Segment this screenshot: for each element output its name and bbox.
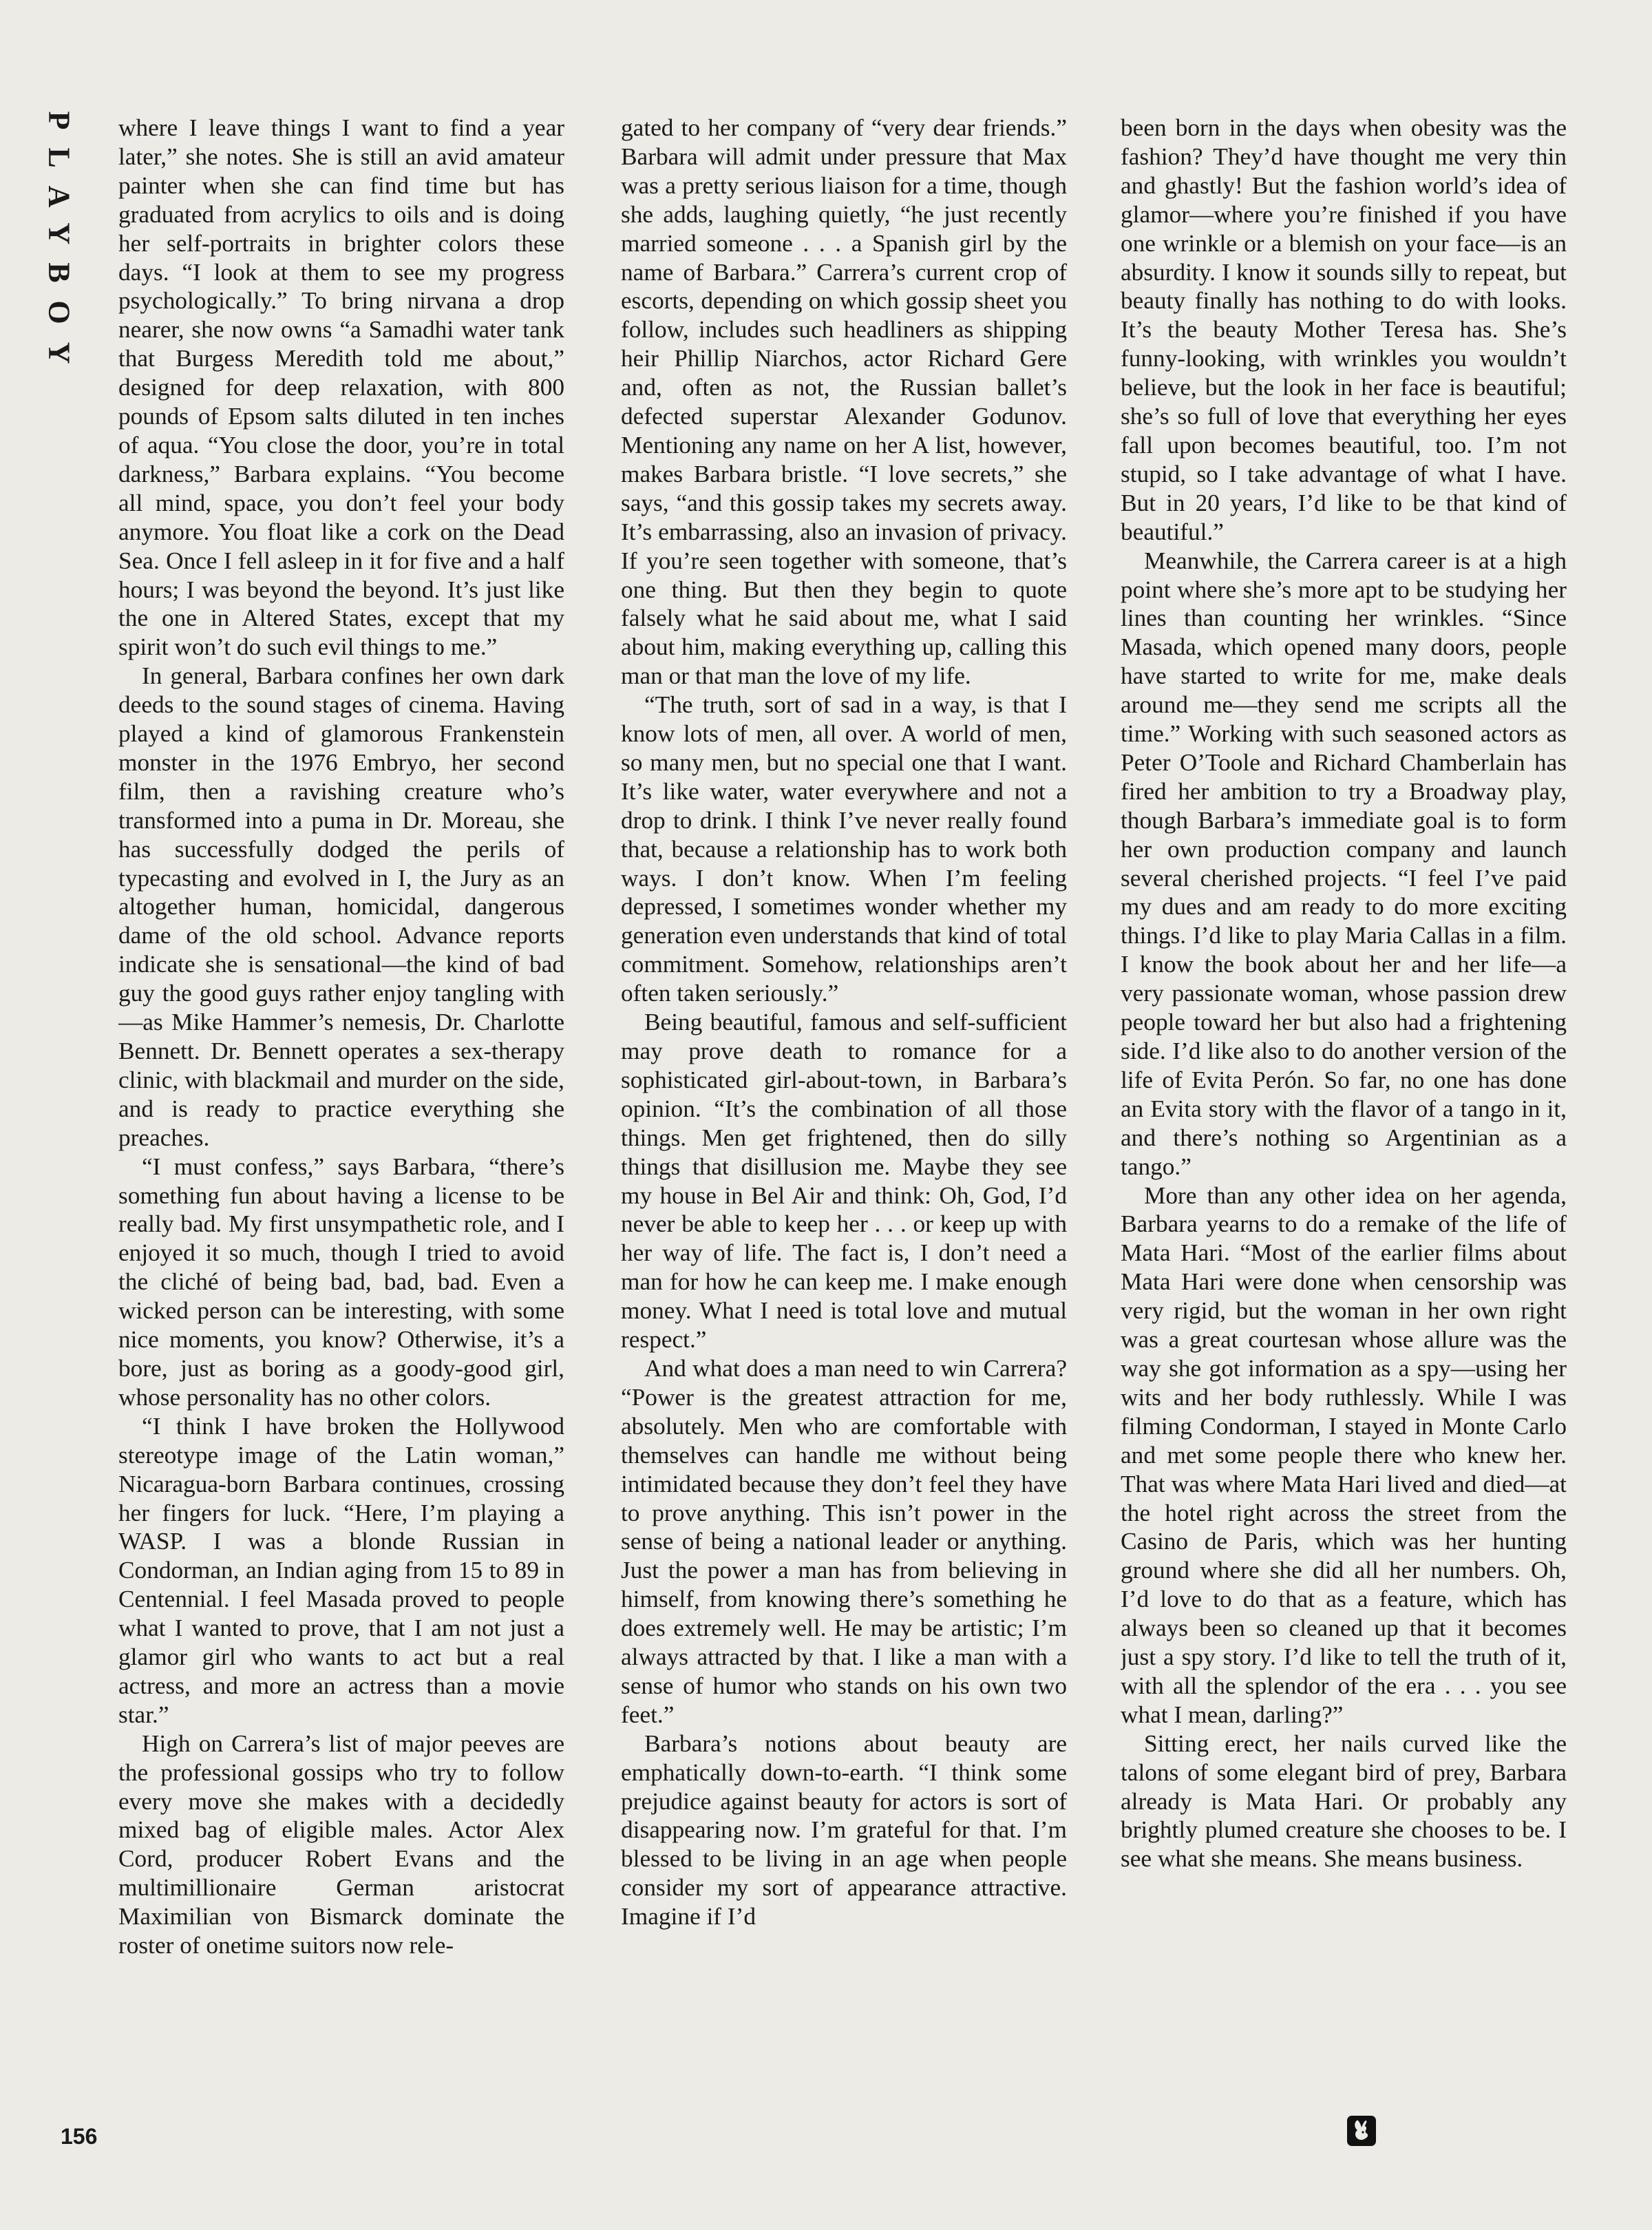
article-paragraph: “The truth, sort of sad in a way, is that I know lots of men, all over. A world of men, so many men, but no special one that I want. It’s like water, water everywhere and not a drop to drink. I think I’ve never really found that, because a relationship has to work both ways. I don’t know. When I’m feeling depressed, I sometimes wonder whether my generation even understands that kind of total commitment. Somehow, relationships aren’t often taken seriously.” — [621, 691, 1067, 1007]
article-column-1 — [118, 114, 564, 2162]
article-paragraph: And what does a man need to win Carrera? “Power is the greatest attraction for me, absolutely. Men who are comfortable with themselves can handle me without being intimidated because they don’t feel they have to prove anything. This isn’t power in the sense of being a national leader or anything. Just the power a man has from believing in himself, from knowing there’s something he does extremely well. He may be artistic; I’m always attracted by that. I like a man with a sense of humor who stands on his own two feet.” — [621, 1354, 1067, 1728]
article-paragraph: “I must confess,” says Barbara, “there’s something fun about having a license to be really bad. My first unsympathetic role, and I enjoyed it so much, though I tried to avoid the cliché of being bad, bad, bad. Even a wicked person can be interesting, with some nice moments, you know? Otherwise, it’s a bore, just as boring as a goody-good girl, whose personality has no other colors. — [118, 1153, 564, 1411]
rabbit-head-icon — [1346, 2115, 1377, 2147]
page-number: 156 — [61, 2124, 98, 2149]
article-paragraph: Meanwhile, the Carrera career is at a high point where she’s more apt to be studying her lines than counting her wrinkles. “Since Masada, which opened many doors, people have started to write for me, make deals around me—they send me scripts all the time.” Working with such seasoned actors as Peter O’Toole and Richard Chamberlain has fired her ambition to try a Broadway play, though Barbara’s immediate goal is to form her own production company and launch several cherished projects. “I feel I’ve paid my dues and am ready to do more exciting things. I’d like to play Maria Callas in a film. I know the book about her and her life—a very passionate woman, whose passion drew people toward her but also had a frightening side. I’d like also to do another version of the life of Evita Perón. So far, no one has done an Evita story with the flavor of a tango in it, and there’s nothing so Argentinian as a tango.” — [1121, 547, 1567, 1180]
article-paragraph: Barbara’s notions about beauty are emphatically down-to-earth. “I think some prejudice against beauty for actors is sort of disappearing now. I’m grateful for that. I’m blessed to be living in an age when people consider my sort of appearance attractive. Imagine if I’d — [621, 1729, 1067, 1931]
article-paragraph: Sitting erect, her nails curved like the talons of some elegant bird of prey, Barbara already is Mata Hari. Or probably any brightly plumed creature she chooses to be. I see what she means. She means business. — [1121, 1729, 1567, 1873]
article-paragraph: High on Carrera’s list of major peeves are the professional gossips who try to follow every move she makes with a decidedly mixed bag of eligible males. Actor Alex Cord, producer Robert Evans and the multimillionaire German aristocrat Maximilian von Bismarck dominate the roster of onetime suitors now rele- — [118, 1729, 564, 1959]
article-column-3 — [1121, 114, 1567, 2162]
article-paragraph: where I leave things I want to find a year later,” she notes. She is still an avid amateur painter when she can find time but has graduated from acrylics to oils and is doing her self-portraits in brighter colors these days. “I look at them to see my progress psychologically.” To bring nirvana a drop nearer, she now owns “a Samadhi water tank that Burgess Meredith told me about,” designed for deep relaxation, with 800 pounds of Epsom salts diluted in ten inches of aqua. “You close the door, you’re in total darkness,” Barbara explains. “You become all mind, space, you don’t feel your body anymore. You float like a cork on the Dead Sea. Once I fell asleep in it for five and a half hours; I was beyond the beyond. It’s just like the one in Altered States, except that my spirit won’t do such evil things to me.” — [118, 114, 564, 661]
article-paragraph: Being beautiful, famous and self-sufficient may prove death to romance for a sophisticated girl-about-town, in Barbara’s opinion. “It’s the combination of all those things. Men get frightened, then do silly things that disillusion me. Maybe they see my house in Bel Air and think: Oh, God, I’d never be able to keep her . . . or keep up with her way of life. The fact is, I don’t need a man for how he can keep me. I make enough money. What I need is total love and mutual respect.” — [621, 1009, 1067, 1354]
article-paragraph: gated to her company of “very dear friends.” Barbara will admit under pressure that Max was a pretty serious liaison for a time, though she adds, laughing quietly, “he just recently married someone . . . a Spanish girl by the name of Barbara.” Carrera’s current crop of escorts, depending on which gossip sheet you follow, includes such headliners as shipping heir Phillip Niarchos, actor Richard Gere and, often as not, the Russian ballet’s defected superstar Alexander Godunov. Mentioning any name on her A list, however, makes Barbara bristle. “I love secrets,” she says, “and this gossip takes my secrets away. It’s embarrassing, also an invasion of privacy. If you’re seen together with someone, that’s one thing. But then they begin to quote falsely what he said about me, what I said about him, making everything up, calling this man or that man the love of my life. — [621, 114, 1067, 690]
article-paragraph: “I think I have broken the Hollywood stereotype image of the Latin woman,” Nicaragua-born Barbara continues, crossing her fingers for luck. “Here, I’m playing a WASP. I was a blonde Russian in Condorman, an Indian aging from 15 to 89 in Centennial. I feel Masada proved to people what I wanted to prove, that I am not just a glamor girl who wants to act but a real actress, and more an actress than a movie star.” — [118, 1412, 564, 1728]
article-paragraph: More than any other idea on her agenda, Barbara yearns to do a remake of the life of Mata Hari. “Most of the earlier films about Mata Hari were done when censorship was very rigid, but the woman in her own right was a great courtesan whose allure was the way she got information as a spy—using her wits and her body ruthlessly. While I was filming Condorman, I stayed in Monte Carlo and met some people there who knew her. That was where Mata Hari lived and died—at the hotel right across the street from the Casino de Paris, which was her hunting ground where she did all her numbers. Oh, I’d love to do that as a feature, which has always been so cleaned up that it becomes just a spy story. I’d like to tell the truth of it, with all the splendor of the era . . . you see what I mean, darling?” — [1121, 1181, 1567, 1728]
article-paragraph: been born in the days when obesity was the fashion? They’d have thought me very thin and ghastly! But the fashion world’s idea of glamor—where you’re finished if you have one wrinkle or a blemish on your face—is an absurdity. I know it sounds silly to repeat, but beauty finally has nothing to do with looks. It’s the beauty Mother Teresa has. She’s funny-looking, with wrinkles you wouldn’t believe, but the look in her face is beautiful; she’s so full of love that everything her eyes fall upon becomes beautiful, too. I’m not stupid, so I take advantage of what I have. But in 20 years, I’d like to be that kind of beautiful.” — [1121, 114, 1567, 545]
masthead — [40, 111, 78, 382]
article-column-2 — [621, 114, 1067, 2162]
masthead-label: PLAYBOY — [42, 111, 76, 382]
article-paragraph: In general, Barbara confines her own dark deeds to the sound stages of cinema. Having played a kind of glamorous Frankenstein monster in the 1976 Embryo, her second film, then a ravishing creature who’s transformed into a puma in Dr. Moreau, she has successfully dodged the perils of typecasting and evolved in I, the Jury as an altogether human, homicidal, dangerous dame of the old school. Advance reports indicate she is sensational—the kind of bad guy the good guys rather enjoy tangling with—as Mike Hammer’s nemesis, Dr. Charlotte Bennett. Dr. Bennett operates a sex-therapy clinic, with blackmail and murder on the side, and is ready to practice everything she preaches. — [118, 662, 564, 1151]
